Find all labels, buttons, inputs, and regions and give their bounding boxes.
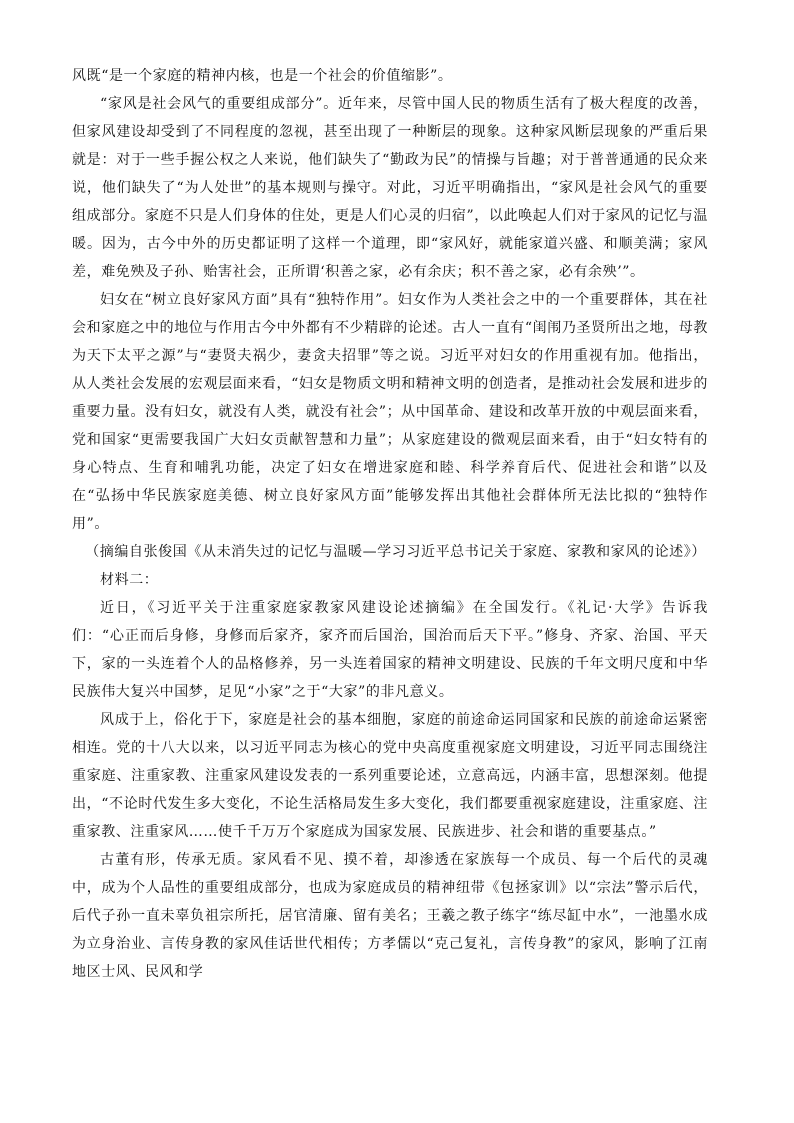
material-two-label: 材料二： (100, 572, 159, 588)
source-citation: （摘编自张俊国《从未消失过的记忆与温暖—学习习近平总书记关于家庭、家教和家风的论述》） (85, 544, 706, 560)
paragraph-inheritance: 古董有形，传承无质。家风看不见、摸不着，却渗透在家族每一个成员、每一个后代的灵魂中，成为个人品性的重要组成部分，也成为家庭成员的精神纽带《包拯家训》以“宗法”警示后代，后代子孙一直未辜负祖宗所托，居官清廉、留有美名；王羲之教子练字“练尽缸中水”，一池墨水成为立身治业、言传身教的家风佳话世代相传；方孝儒以“克己复礼，言传身教”的家风，影响了江南地区士风、民风和学 (72, 852, 708, 980)
paragraph-family-style-social: “家风是社会风气的重要组成部分”。近年来，尽管中国人民的物质生活有了极大程度的改善，但家风建设却受到了不同程度的忽视，甚至出现了一种断层的现象。这种家风断层现象的严重后果就是：对于一些手握公权之人来说，他们缺失了“勤政为民”的情操与旨趣；对于普普通通的民众来说，他们缺失了“为人处世”的基本规则与操守。对此，习近平明确指出，“家风是社会风气的重要组成部分。家庭不只是人们身体的住处，更是人们心灵的归宿”，以此唤起人们对于家风的记忆与温暖。因为，古今中外的历史都证明了这样一个道理，即“家风好，就能家道兴盛、和顺美满；家风差，难免殃及子孙、贻害社会，正所谓‘积善之家，必有余庆；积不善之家，必有余殃’”。 (72, 96, 708, 280)
paragraph-continuation: 风既“是一个家庭的精神内核，也是一个社会的价值缩影”。 (72, 68, 453, 84)
paragraph-women-role: 妇女在“树立良好家风方面”具有“独特作用”。妇女作为人类社会之中的一个重要群体，其在社会和家庭之中的地位与作用古今中外都有不少精辟的论述。古人一直有“闺闱乃圣贤所出之地，母教为天下太平之源”与“妻贤夫祸少，妻贪夫招罪”等之说。习近平对妇女的作用重视有加。他指出，从人类社会发展的宏观层面来看，“妇女是物质文明和精神文明的创造者，是推动社会发展和进步的重要力量。没有妇女，就没有人类，就没有社会”；从中国革命、建设和改革开放的中观层面来看，党和国家“更需要我国广大妇女贡献智慧和力量”；从家庭建设的微观层面来看，由于“妇女特有的身心特点、生育和哺乳功能，决定了妇女在增进家庭和睦、科学养育后代、促进社会和谐”以及在“弘扬中华民族家庭美德、树立良好家风方面”能够发挥出其他社会群体所无法比拟的“独特作用”。 (72, 292, 708, 532)
paragraph-family-construction: 风成于上，俗化于下，家庭是社会的基本细胞，家庭的前途命运同国家和民族的前途命运紧密相连。党的十八大以来，以习近平同志为核心的党中央高度重视家庭文明建设，习近平同志围绕注重家庭、注重家教、注重家风建设发表的一系列重要论述，立意高远，内涵丰富，思想深刻。他提出，“不论时代发生多大变化，不论生活格局发生多大变化，我们都要重视家庭建设，注重家庭、注重家教、注重家风……使千千万万个家庭成为国家发展、民族进步、社会和谐的重要基点。” (72, 712, 708, 840)
paragraph-publication: 近日，《习近平关于注重家庭家教家风建设论述摘编》在全国发行。《礼记·大学》告诉我们：“心正而后身修，身修而后家齐，家齐而后国治，国治而后天下平。”修身、齐家、治国、平天下，家的一头连着个人的品格修养，另一头连着国家的精神文明建设、民族的千年文明尺度和中华民族伟大复兴中国梦，足见“小家”之于“大家”的非凡意义。 (72, 600, 708, 700)
